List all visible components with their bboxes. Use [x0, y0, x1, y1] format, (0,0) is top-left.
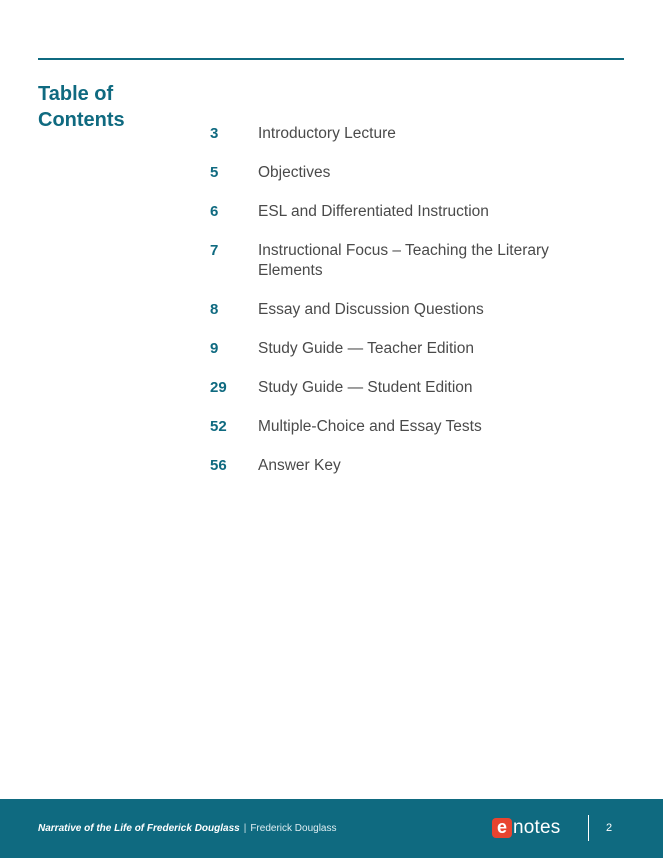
toc-page-number: 6 — [210, 203, 219, 220]
footer-author: Frederick Douglass — [250, 823, 337, 834]
footer-page-number: 2 — [606, 822, 613, 834]
toc-page-number: 5 — [210, 164, 219, 181]
footer-divider — [588, 815, 589, 841]
enotes-logo-text: notes — [513, 817, 561, 838]
toc-entry-title: Study Guide — Student Edition — [258, 379, 473, 396]
footer-book-title: Narrative of the Life of Frederick Douglass — [38, 823, 240, 834]
toc-page-number: 9 — [210, 340, 219, 357]
toc-entry-title: ESL and Differentiated Instruction — [258, 203, 489, 220]
toc-entry[interactable] — [210, 163, 610, 183]
toc-page-number: 29 — [210, 379, 227, 396]
enotes-logo-icon: e — [492, 818, 512, 838]
header-rule — [38, 58, 624, 60]
footer-book-info — [38, 822, 336, 836]
toc-entry-title: Study Guide — Teacher Edition — [258, 340, 474, 357]
toc-heading: Table of Contents — [38, 83, 125, 131]
toc-entry[interactable] — [210, 202, 610, 222]
toc-list — [210, 124, 610, 495]
toc-page-number: 7 — [210, 242, 219, 259]
toc-entry[interactable] — [210, 300, 610, 320]
toc-page-number: 52 — [210, 418, 227, 435]
toc-entry-title: Instructional Focus – Teaching the Literary Elements — [258, 242, 549, 279]
page-footer — [0, 799, 663, 858]
toc-page-number: 8 — [210, 301, 219, 318]
toc-page-number: 56 — [210, 457, 227, 474]
toc-entry-title: Essay and Discussion Questions — [258, 301, 484, 318]
toc-page-number: 3 — [210, 125, 219, 142]
enotes-logo[interactable] — [492, 816, 560, 840]
toc-entry[interactable] — [210, 378, 610, 398]
footer-separator: | — [243, 823, 247, 834]
toc-entry[interactable] — [210, 124, 610, 144]
toc-entry[interactable] — [210, 417, 610, 437]
toc-entry-title: Objectives — [258, 164, 331, 181]
toc-entry-title: Introductory Lecture — [258, 125, 396, 142]
toc-entry-title: Answer Key — [258, 457, 341, 474]
toc-entry[interactable] — [210, 456, 610, 476]
toc-entry[interactable] — [210, 241, 610, 281]
toc-entry[interactable] — [210, 339, 610, 359]
toc-entry-title: Multiple-Choice and Essay Tests — [258, 418, 482, 435]
